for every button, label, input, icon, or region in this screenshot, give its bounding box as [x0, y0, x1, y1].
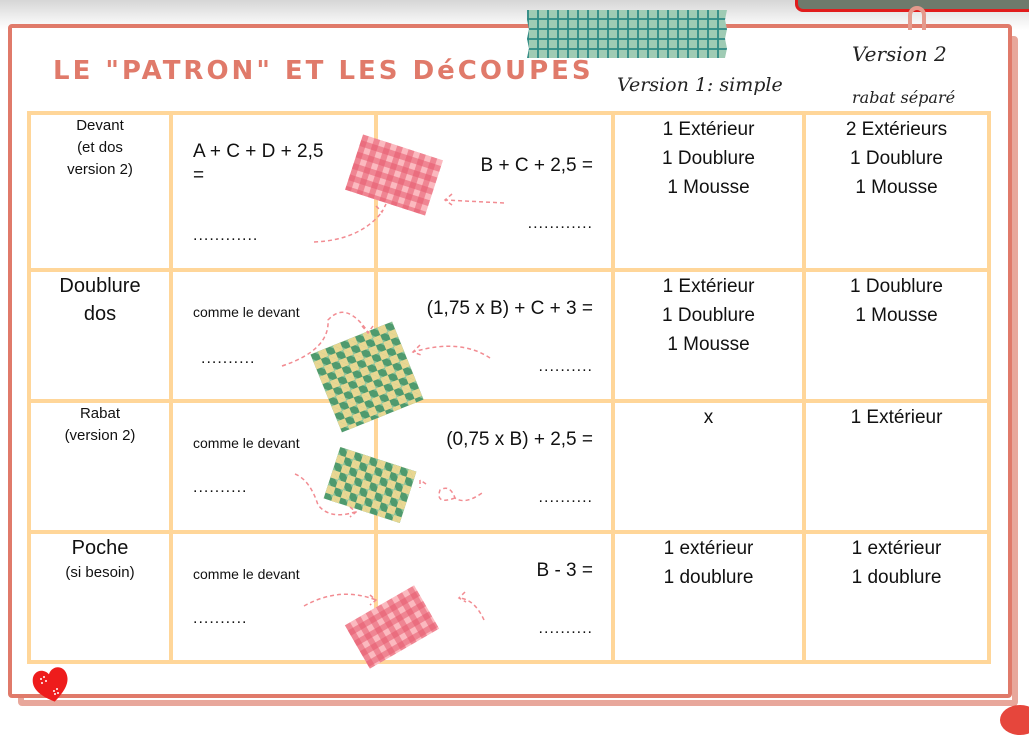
width-cell [171, 113, 376, 270]
formula-text: B + C + 2,5 = [480, 155, 593, 176]
count-line: 1 Extérieur [850, 407, 943, 428]
count-line: 1 extérieur [663, 538, 754, 559]
count-line: 1 Doublure [850, 276, 943, 297]
piece-cell [29, 532, 171, 662]
answer-blank[interactable]: ............ [193, 227, 259, 244]
count-line: 1 Extérieur [662, 276, 755, 297]
table-row-rabat [29, 401, 989, 532]
version-2-cell [804, 270, 989, 401]
version-1-cell [613, 270, 804, 401]
formula-text: A + C + D + 2,5 [193, 141, 324, 162]
same-as-front-note: comme le devant [193, 566, 300, 582]
piece-name: Poche [71, 537, 129, 559]
piece-name: dos [83, 303, 117, 325]
count-line: 1 Mousse [667, 334, 750, 355]
piece-cell [29, 113, 171, 270]
corner-decoration [1000, 705, 1029, 735]
count-line: 1 Mousse [667, 177, 750, 198]
version-1-cell [613, 532, 804, 662]
header-version-2: Version 2 [852, 42, 947, 66]
piece-name: Doublure [59, 275, 141, 297]
count-line: 1 doublure [851, 567, 942, 588]
same-as-front-note: comme le devant [193, 435, 300, 451]
piece-name: Devant [76, 117, 124, 134]
count-line: 1 extérieur [851, 538, 942, 559]
count-line: 1 Mousse [855, 177, 938, 198]
answer-blank[interactable]: .......... [201, 350, 256, 367]
width-cell [171, 532, 376, 662]
piece-name: Rabat [79, 405, 120, 422]
answer-blank[interactable]: .......... [538, 358, 593, 375]
table-row-doublure-dos [29, 270, 989, 401]
count-line: 1 Extérieur [662, 119, 755, 140]
hanging-hook-icon [908, 6, 926, 30]
washi-tape-icon [527, 10, 727, 58]
header-version-2-subtitle: rabat séparé [852, 88, 956, 107]
count-line: 1 doublure [663, 567, 754, 588]
piece-cell [29, 270, 171, 401]
version-1-cell [613, 401, 804, 532]
count-line: 1 Doublure [662, 305, 755, 326]
piece-cell [29, 401, 171, 532]
version-1-cell [613, 113, 804, 270]
piece-note: version 2) [67, 161, 133, 178]
count-line: 1 Doublure [662, 148, 755, 169]
same-as-front-note: comme le devant [193, 304, 300, 320]
table-row-devant [29, 113, 989, 270]
answer-blank[interactable]: ............ [527, 215, 593, 232]
piece-note: (si besoin) [65, 564, 135, 581]
formula-text: (1,75 x B) + C + 3 = [426, 298, 593, 319]
table-row-poche [29, 532, 989, 662]
not-applicable-mark: x [703, 407, 714, 428]
height-cell [376, 401, 613, 532]
heart-icon [30, 664, 72, 704]
answer-blank[interactable]: .......... [193, 610, 248, 627]
version-2-cell [804, 401, 989, 532]
answer-blank[interactable]: .......... [193, 479, 248, 496]
formula-equals: = [193, 165, 205, 186]
header-version-1: Version 1: simple [617, 74, 783, 96]
version-2-cell [804, 532, 989, 662]
cutting-table [27, 111, 991, 664]
answer-blank[interactable]: .......... [538, 489, 593, 506]
formula-text: B - 3 = [536, 560, 593, 581]
formula-text: (0,75 x B) + 2,5 = [446, 429, 593, 450]
count-line: 2 Extérieurs [845, 119, 948, 140]
version-2-cell [804, 113, 989, 270]
page-title: LE "PATRON" ET LES DéCOUPES [53, 56, 594, 86]
piece-note: (et dos [77, 139, 123, 156]
count-line: 1 Doublure [850, 148, 943, 169]
piece-note: (version 2) [64, 427, 136, 444]
answer-blank[interactable]: .......... [538, 620, 593, 637]
count-line: 1 Mousse [855, 305, 938, 326]
